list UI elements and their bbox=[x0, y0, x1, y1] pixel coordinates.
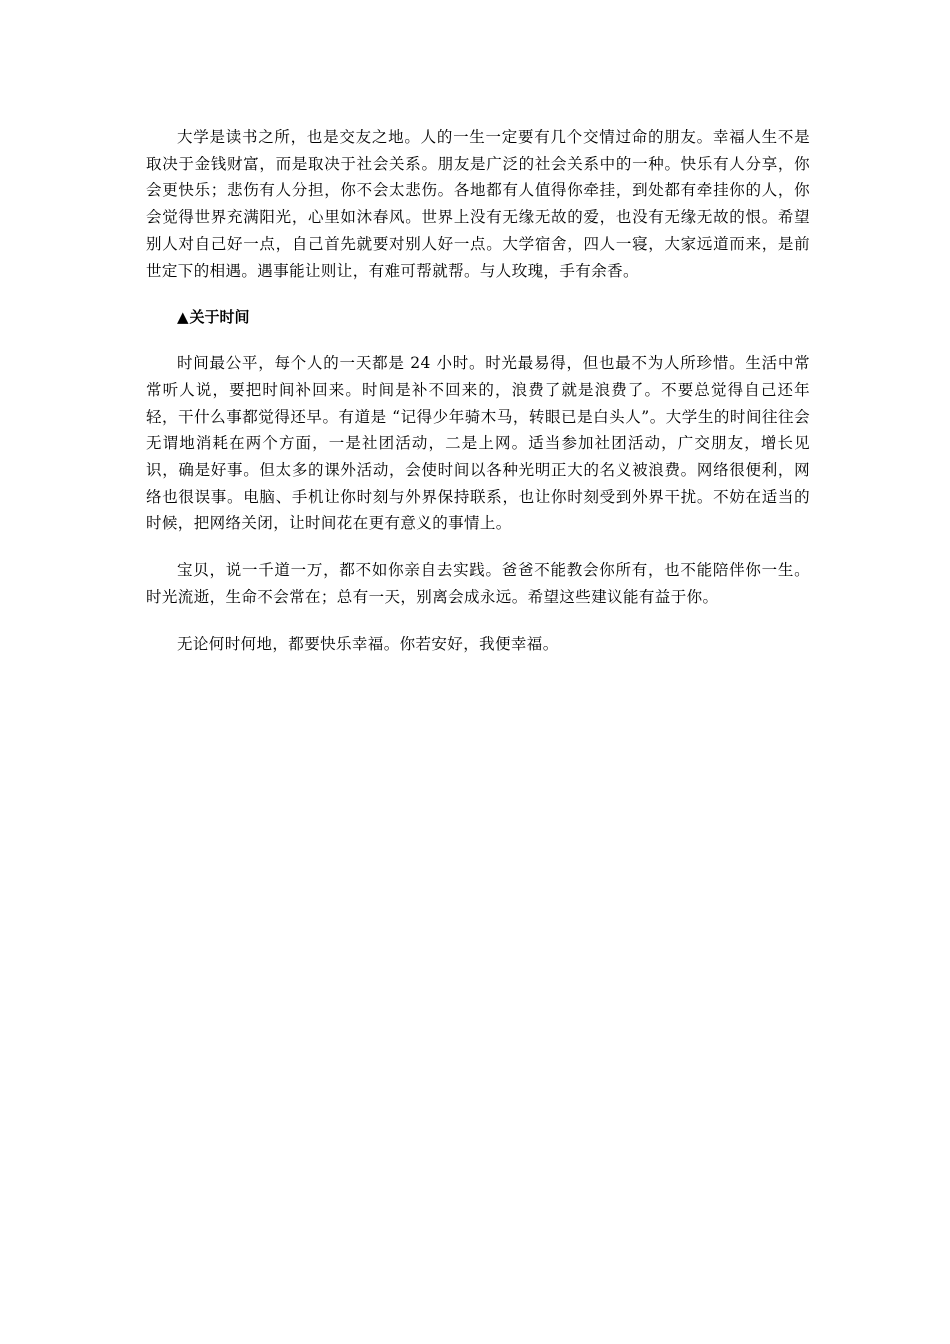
section-heading bbox=[177, 304, 810, 330]
document-body bbox=[146, 124, 810, 677]
paragraph-advice: 宝贝，说一千道一万，都不如你亲自去实践。爸爸不能教会你所有，也不能陪伴你一生。时光流逝，生命不会常在；总有一天，别离会成永远。希望这些建议能有益于你。 bbox=[146, 561, 810, 606]
triangle-bullet-icon: ▲ bbox=[177, 308, 189, 327]
section-heading-text: 关于时间 bbox=[189, 308, 250, 327]
paragraph-friendship: 大学是读书之所，也是交友之地。人的一生一定要有几个交情过命的朋友。幸福人生不是取决于金钱财富，而是取决于社会关系。朋友是广泛的社会关系中的一种。快乐有人分享，你会更快乐；悲伤有人分担，你不会太悲伤。各地都有人值得你牵挂，到处都有牵挂你的人，你会觉得世界充满阳光，心里如沐春风。世界上没有无缘无故的爱，也没有无缘无故的恨。希望别人对自己好一点，自己首先就要对别人好一点。大学宿舍，四人一寝，大家远道而来，是前世定下的相遇。遇事能让则让，有难可帮就帮。与人玫瑰，手有余香。 bbox=[146, 128, 810, 280]
paragraph-time: 时间最公平，每个人的一天都是 24 小时。时光最易得，但也最不为人所珍惜。生活中常常听人说，要把时间补回来。时间是补不回来的，浪费了就是浪费了。不要总觉得自己还年轻，干什么事都觉得还早。有道是 “记得少年骑木马，转眼已是白头人”。大学生的时间往往会无谓地消耗在两个方面，一是社团活动，二是上网。适当参加社团活动，广交朋友，增长见识，确是好事。但太多的课外活动，会使时间以各种光明正大的名义被浪费。网络很便利，网络也很误事。电脑、手机让你时刻与外界保持联系，也让你时刻受到外界干扰。不妨在适当的时候，把网络关闭，让时间花在更有意义的事情上。 bbox=[146, 354, 810, 533]
paragraph-closing: 无论何时何地，都要快乐幸福。你若安好，我便幸福。 bbox=[177, 634, 559, 653]
